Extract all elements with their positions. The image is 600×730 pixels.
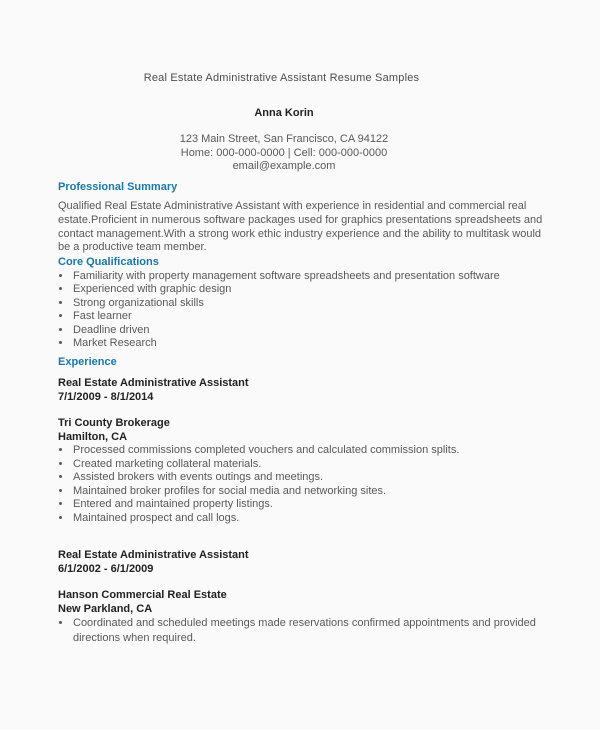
duty-item: • Maintained broker profiles for social media and networking sites.	[72, 485, 555, 499]
qualification-item: • Market Research	[72, 337, 555, 351]
duty-item: • Processed commissions completed vouchers and calculated commission splits.	[72, 444, 555, 458]
qualification-item: • Deadline driven	[72, 324, 555, 338]
job-header	[58, 549, 555, 576]
resume-header	[58, 107, 510, 174]
section-heading-experience: Experience	[58, 355, 117, 368]
duty-item: • Created marketing collateral materials.	[72, 458, 555, 472]
job-title: Real Estate Administrative Assistant	[58, 377, 249, 390]
duty-item: • Entered and maintained property listings.	[72, 498, 555, 512]
section-heading-professional-summary: Professional Summary	[58, 180, 178, 193]
company-name: Hanson Commercial Real Estate	[58, 589, 227, 602]
job-duties-list	[58, 616, 555, 646]
company-name: Tri County Brokerage	[58, 417, 170, 430]
duty-item: • Coordinated and scheduled meetings made reservations confirmed appointments and provided directions when required.	[72, 616, 555, 646]
candidate-name: Anna Korin	[254, 106, 314, 119]
company-location: New Parkland, CA	[58, 602, 153, 615]
duty-item: • Maintained prospect and call logs.	[72, 512, 555, 526]
company-block	[58, 589, 555, 616]
qualification-item: • Familiarity with property management software spreadsheets and presentation software	[72, 270, 555, 284]
qualification-item: • Experienced with graphic design	[72, 283, 555, 297]
summary-paragraph: Qualified Real Estate Administrative Assistant with experience in residential and commercial real estate.Proficient in numerous software packages used for graphics presentations spreadsheets and contact management.With a strong work ethic industry experience and the ability to multitask would be a productive team member.	[58, 200, 543, 254]
job-dates: 7/1/2009 - 8/1/2014	[58, 390, 154, 403]
job-header	[58, 377, 555, 404]
qualifications-list	[58, 270, 555, 351]
section-heading-core-qualifications: Core Qualifications	[58, 256, 159, 269]
company-block	[58, 417, 555, 444]
job-duties-list	[58, 444, 555, 525]
email-line: email@example.com	[232, 160, 336, 173]
contact-info	[58, 133, 510, 174]
page-title: Real Estate Administrative Assistant Resume Samples	[143, 72, 420, 84]
duty-item: • Assisted brokers with events outings and meetings.	[72, 471, 555, 485]
job-title: Real Estate Administrative Assistant	[58, 549, 249, 562]
job-dates: 6/1/2002 - 6/1/2009	[58, 562, 154, 575]
qualification-item: • Strong organizational skills	[72, 297, 555, 311]
qualification-item: • Fast learner	[72, 310, 555, 324]
phone-line: Home: 000-000-0000 | Cell: 000-000-0000	[180, 146, 388, 159]
address-line: 123 Main Street, San Francisco, CA 94122	[179, 133, 389, 145]
company-location: Hamilton, CA	[58, 430, 128, 443]
